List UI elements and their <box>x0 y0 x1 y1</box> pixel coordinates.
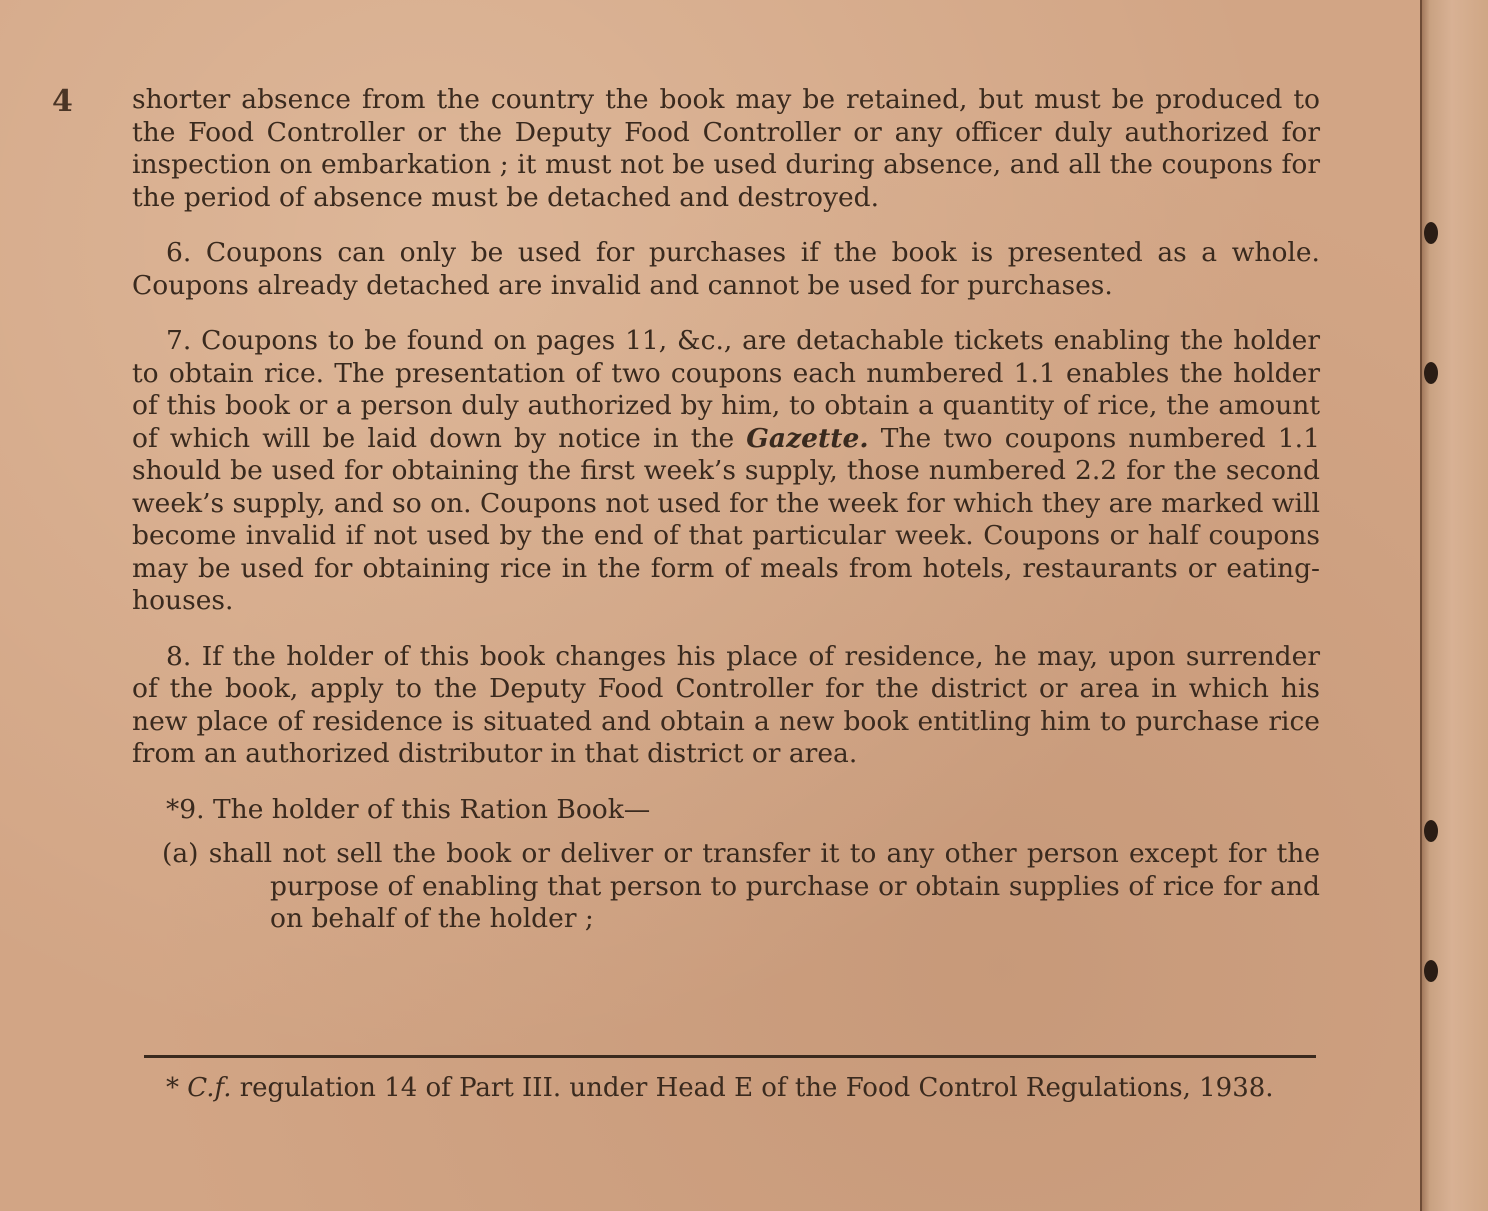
paragraph-9-clause-a: (a) shall not sell the book or deliver or transfer it to any other person except for the purpose of enabling that person to purchase or obtain supplies of rice for and on behalf of the holder ; <box>162 838 1320 934</box>
document-body <box>132 84 1320 936</box>
binding-staple <box>1424 222 1438 244</box>
paragraph-6: 6. Coupons can only be used for purchases if the book is presented as a whole. Coupons already detached are invalid and cannot be used for purchases. <box>132 237 1320 301</box>
gazette-reference: Gazette. <box>746 422 869 454</box>
paragraph-9-heading: *9. The holder of this Ration Book— <box>166 793 651 825</box>
paragraph-continuation: shorter absence from the country the book may be retained, but must be produced to the Food Controller or the Deputy Food Controller or any officer duly authorized for inspection on embarkation ; it must not be used during absence, and all the coupons for the period of absence must be detached and destroyed. <box>132 84 1320 213</box>
page-binding-edge <box>1420 0 1488 1211</box>
page-number: 4 <box>52 84 73 119</box>
footnote-text <box>132 1072 1320 1104</box>
paragraph-7-part-b: The two coupons numbered 1.1 should be used for obtaining the first week’s supply, those numbered 2.2 for the second week’s supply, and so on. Coupons not used for the week for which they are marked will become invalid if not used by the end of that particular week. Coupons or half coupons may be used for obtaining rice in the form of meals from hotels, restaurants or eating-houses. <box>132 422 1320 616</box>
binding-staple <box>1424 820 1438 842</box>
binding-staple <box>1424 362 1438 384</box>
footnote-body: regulation 14 of Part III. under Head E of the Food Control Regulations, 1938. <box>231 1073 1274 1103</box>
paragraph-7 <box>132 325 1320 618</box>
binding-staple <box>1424 960 1438 982</box>
footnote <box>132 1072 1320 1104</box>
paragraph-7-part-a: 7. Coupons to be found on pages 11, &c., are detachable tickets enabling the holder to obtain rice. The presentation of two coupons each numbered 1.1 enables the holder of this book or a person duly authorized by him, to obtain a quantity of rice, the amount of which will be laid down by notice in the <box>132 325 1320 454</box>
paragraph-8: 8. If the holder of this book changes his place of residence, he may, upon surrender of the book, apply to the Deputy Food Controller for the district or area in which his new place of residence is situated and obtain a new book entitling him to purchase rice from an authorized distributor in that district or area. <box>132 640 1320 769</box>
footnote-divider <box>144 1055 1316 1058</box>
footnote-cf: * C.f. <box>166 1073 232 1103</box>
